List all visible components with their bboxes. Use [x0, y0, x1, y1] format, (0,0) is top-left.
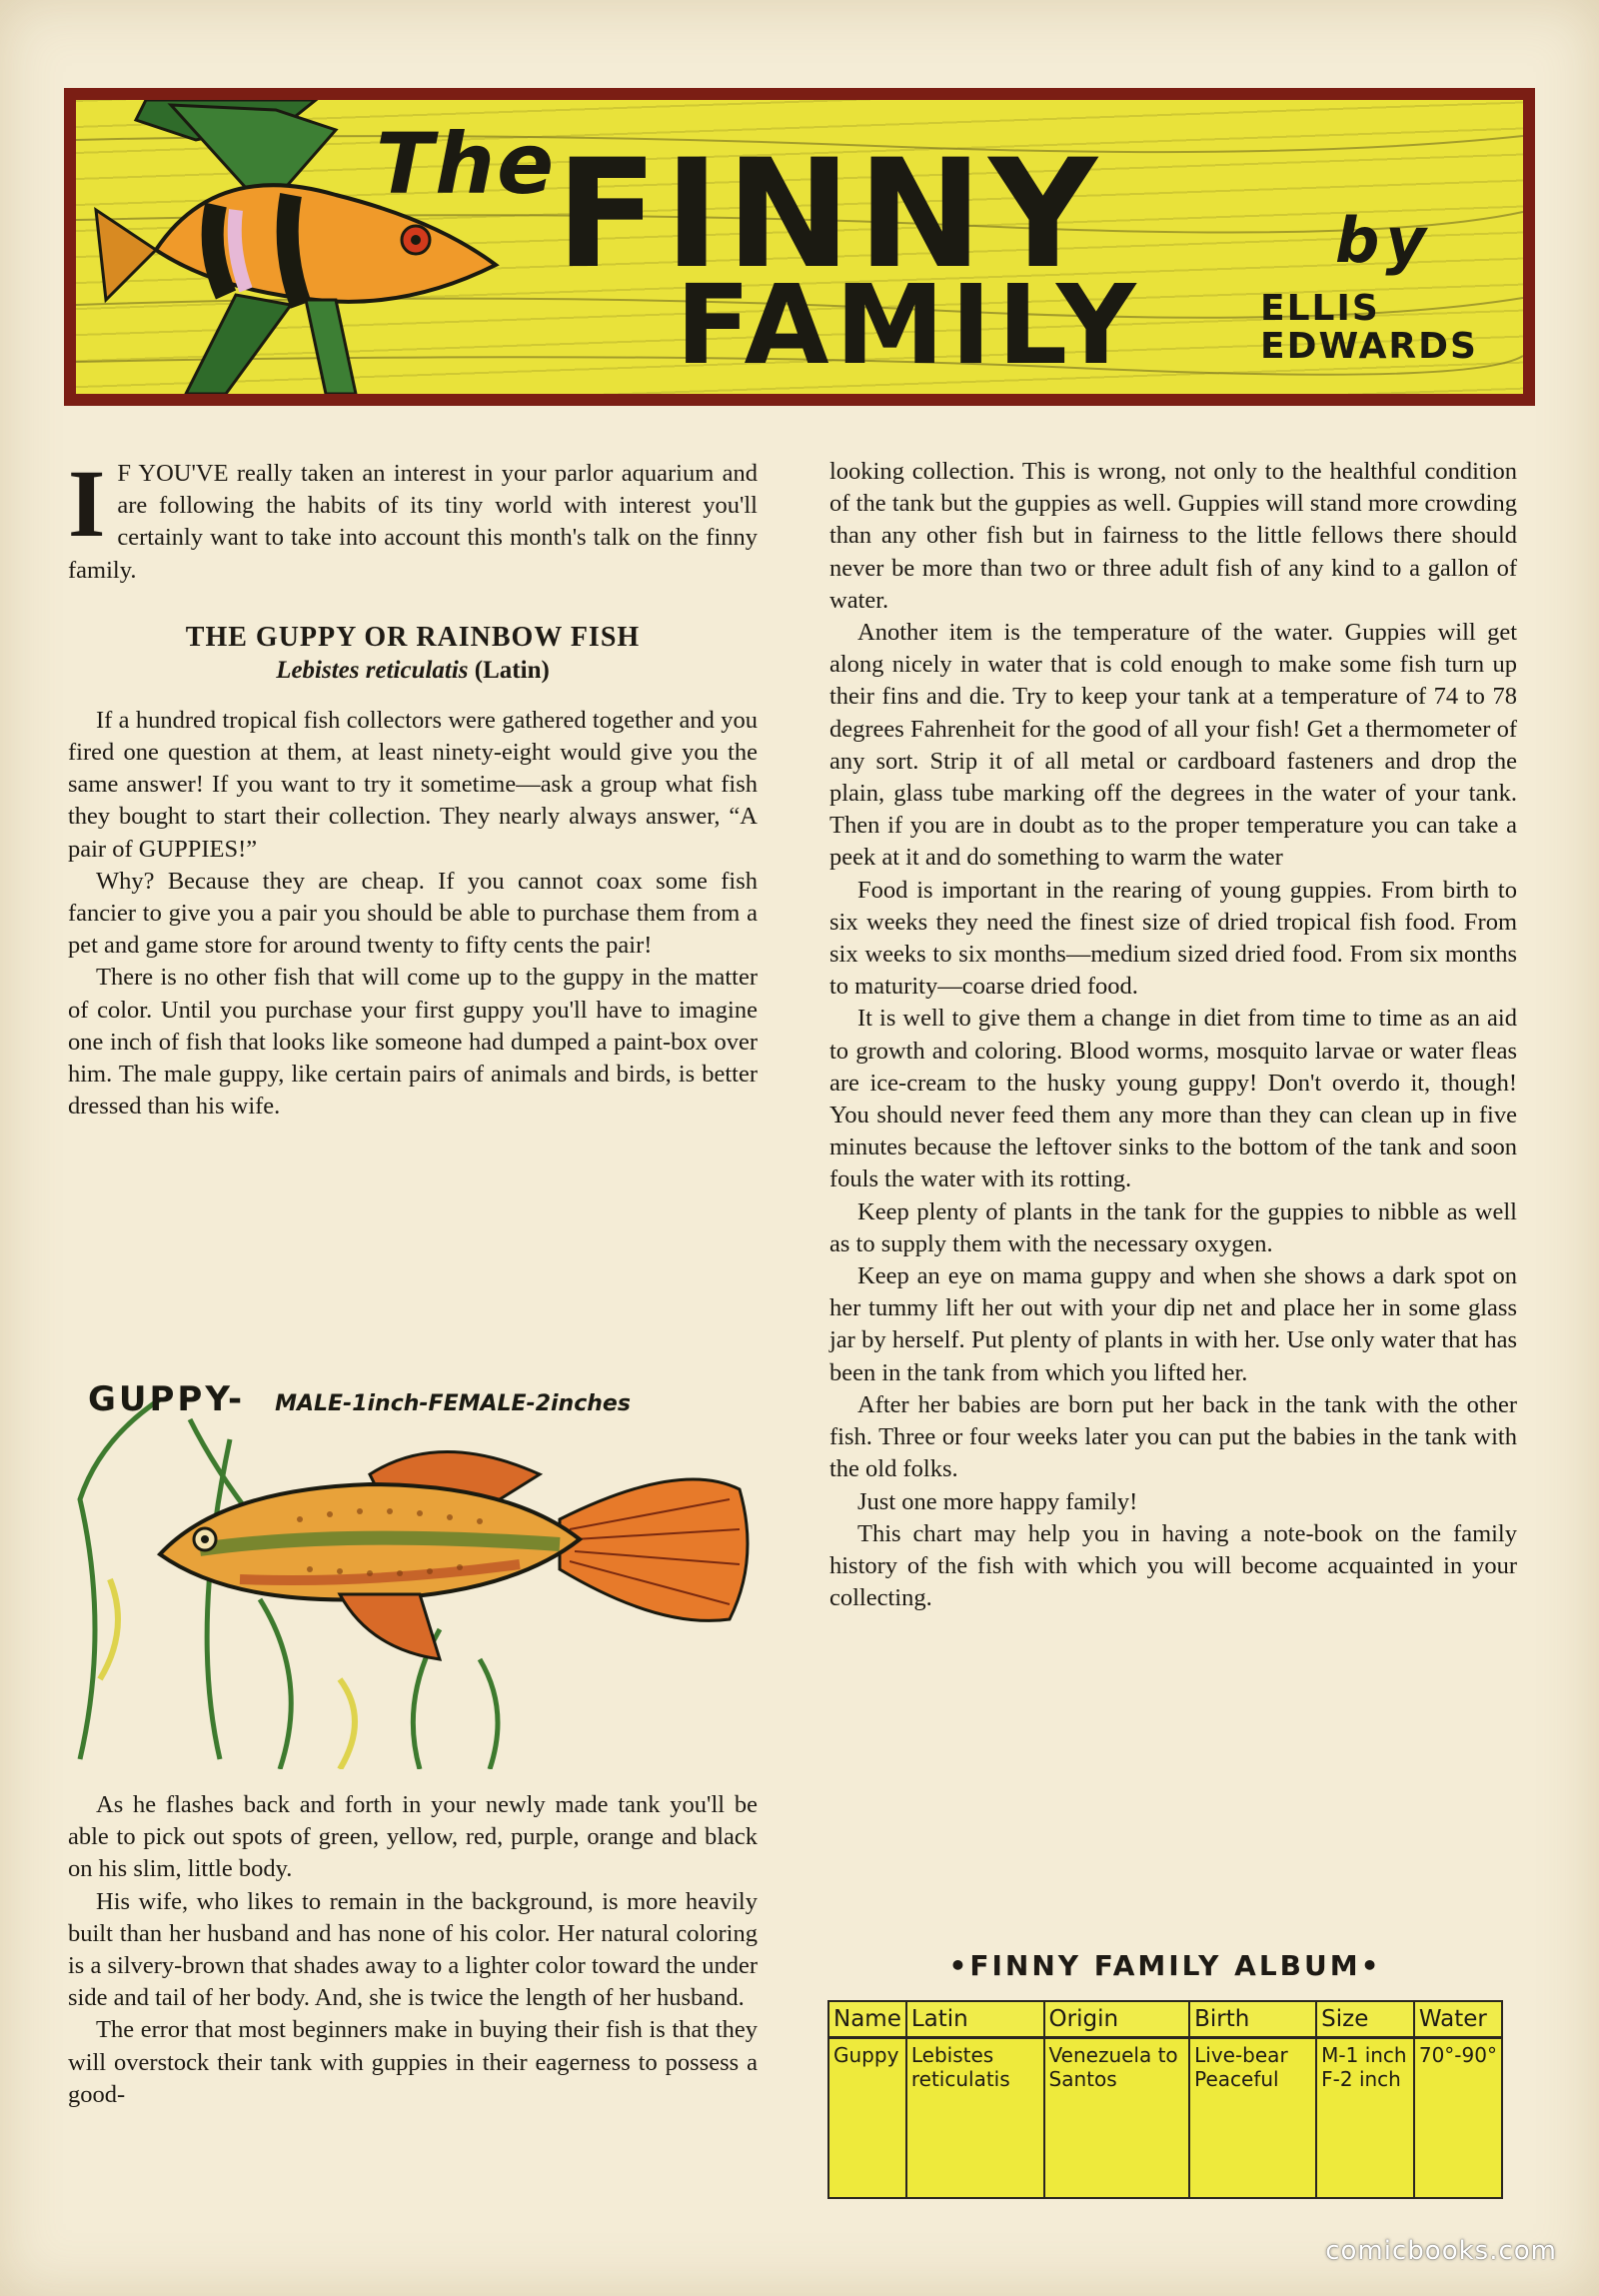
byline-by: by	[1335, 204, 1432, 277]
album-header-cell: Water	[1414, 2001, 1502, 2038]
section-heading	[68, 621, 758, 687]
paragraph: looking collection. This is wrong, not only to the healthful condition of the tank but the guppies as well. Guppies will stand more crowding than any other fish but in fairness to the little fellows there should never be more than two or three adult fish of any kind to a gallon of water.	[829, 458, 1517, 614]
paragraph: His wife, who likes to remain in the background, is more heavily built than her husband and has none of his color. Her natural coloring is a silvery-brown that shades away to a lighter color toward the under side and tail of her body. And, she is twice the length of her husband.	[68, 1887, 758, 2012]
album-header-cell: Origin	[1044, 2001, 1190, 2038]
author-last-name: EDWARDS	[1260, 325, 1478, 367]
title-banner	[64, 88, 1535, 406]
section-latin-line	[68, 655, 758, 687]
album-header-cell: Size	[1316, 2001, 1414, 2038]
album-cell-birth: Live-bear Peaceful	[1189, 2038, 1316, 2199]
album-table	[827, 2000, 1503, 2199]
album-header-cell: Name	[828, 2001, 906, 2038]
album-cell-water: 70°-90°	[1414, 2038, 1502, 2199]
drop-cap: I	[68, 450, 106, 557]
intro-text: F YOU'VE really taken an interest in your parlor aquarium and are following the habits of its tiny world with interest you'll certainly want to take into account this month's talk on the finny family.	[68, 460, 758, 584]
banner-board	[76, 100, 1523, 394]
paragraph: It is well to give them a change in diet from time to time as an aid to growth and coloring. Blood worms, mosquito larvae or water fleas are ice-cream to the husky young guppy! Don't overdo it, though! You should never feed them any more than they can clean up in five minutes because the leftover sinks to the bottom of the tank and soon fouls the water with its rotting.	[829, 1005, 1517, 1193]
paragraph: Food is important in the rearing of young guppies. From birth to six weeks they need the finest size of dried tropical fish food. From six weeks to six months—medium sized dried food. From six months to maturity—coarse dried food.	[829, 876, 1517, 1001]
intro-paragraph	[68, 450, 758, 587]
author-first-name: ELLIS	[1260, 288, 1380, 329]
paragraph: Another item is the temperature of the water. Guppies will get along nicely in water that is cold enough to make some fish turn up their fins and die. Try to keep your tank at a temperature of 74 to 78 degrees Fahrenheit for the good of all your fish! Get a thermometer of any sort. Strip it of all metal or cardboard fasteners and drop the plain, glass tube marking off the degrees in the water of your tank. Then if you are in doubt as to the proper temperature you can take a peek at it and do something to warm the water	[829, 619, 1517, 872]
paragraph: Why? Because they are cheap. If you cannot coax some fish fancier to give you a pair you should be able to purchase them from a pet and game store for around twenty to fifty cents the pair!	[68, 867, 758, 960]
title-finny: FINNY	[556, 128, 1103, 302]
paragraph: If a hundred tropical fish collectors were gathered together and you fired one question at them, at least ninety-eight would give you the same answer! If you want to try it sometime—ask a group what fish they bought to start their collection. They nearly always answer, “A pair of GUPPIES!”	[68, 706, 758, 863]
byline-author	[1260, 290, 1490, 366]
watermark: comicbooks.com	[1325, 2236, 1557, 2266]
album-cell-size: M-1 inch F-2 inch	[1316, 2038, 1414, 2199]
paragraph: Keep an eye on mama guppy and when she shows a dark spot on her tummy lift her out with your dip net and place her in some glass jar by herself. Put plenty of plants in with her. Use only water that has been in the tank from which you lifted her.	[829, 1262, 1517, 1386]
title-the: The	[376, 115, 557, 213]
table-row	[828, 2038, 1502, 2199]
guppy-label: GUPPY-	[88, 1379, 246, 1419]
finny-family-album	[827, 1949, 1503, 2199]
latin-suffix: (Latin)	[468, 656, 550, 684]
album-title: •FINNY FAMILY ALBUM•	[948, 1949, 1382, 1982]
paragraph: Keep plenty of plants in the tank for the guppies to nibble as well as to supply them with the necessary oxygen.	[829, 1197, 1517, 1257]
paragraph: There is no other fish that will come up to the guppy in the matter of color. Until you purchase your first guppy you'll have to imagine one inch of fish that looks like someone had dumped a paint-box over him. The male guppy, like certain pairs of animals and birds, is better dressed than his wife.	[68, 964, 758, 1121]
guppy-illustration	[40, 1379, 760, 1769]
paragraph: After her babies are born put her back in the tank with the other fish. Three or four weeks later you can put the babies in the tank with the old folks.	[829, 1390, 1517, 1483]
album-cell-origin: Venezuela to Santos	[1044, 2038, 1190, 2199]
paragraph: As he flashes back and forth in your newly made tank you'll be able to pick out spots of green, yellow, red, purple, orange and black on his slim, little body.	[68, 1791, 758, 1883]
left-column-continued	[68, 1789, 758, 2111]
paragraph: The error that most beginners make in buying their fish is that they will overstock their tank with guppies in their eagerness to possess a good-	[68, 2016, 758, 2108]
guppy-size-caption: MALE-1inch-FEMALE-2inches	[275, 1391, 631, 1416]
section-title: THE GUPPY OR RAINBOW FISH	[185, 621, 641, 653]
right-column	[829, 456, 1517, 1614]
paragraph: This chart may help you in having a note-book on the family history of the fish with which you will become acquainted in your collecting.	[829, 1519, 1517, 1612]
guppy-caption	[88, 1379, 631, 1419]
latin-name: Lebistes reticulatis	[276, 656, 469, 684]
album-cell-latin: Lebistes reticulatis	[906, 2038, 1044, 2199]
album-header-cell: Latin	[906, 2001, 1044, 2038]
title-family: FAMILY	[676, 261, 1142, 389]
album-cell-name: Guppy	[828, 2038, 906, 2199]
guppy-fish-icon	[40, 1379, 760, 1769]
album-header-cell: Birth	[1189, 2001, 1316, 2038]
left-column	[68, 450, 758, 1123]
album-header-row	[828, 2001, 1502, 2038]
paragraph: Just one more happy family!	[857, 1487, 1138, 1515]
